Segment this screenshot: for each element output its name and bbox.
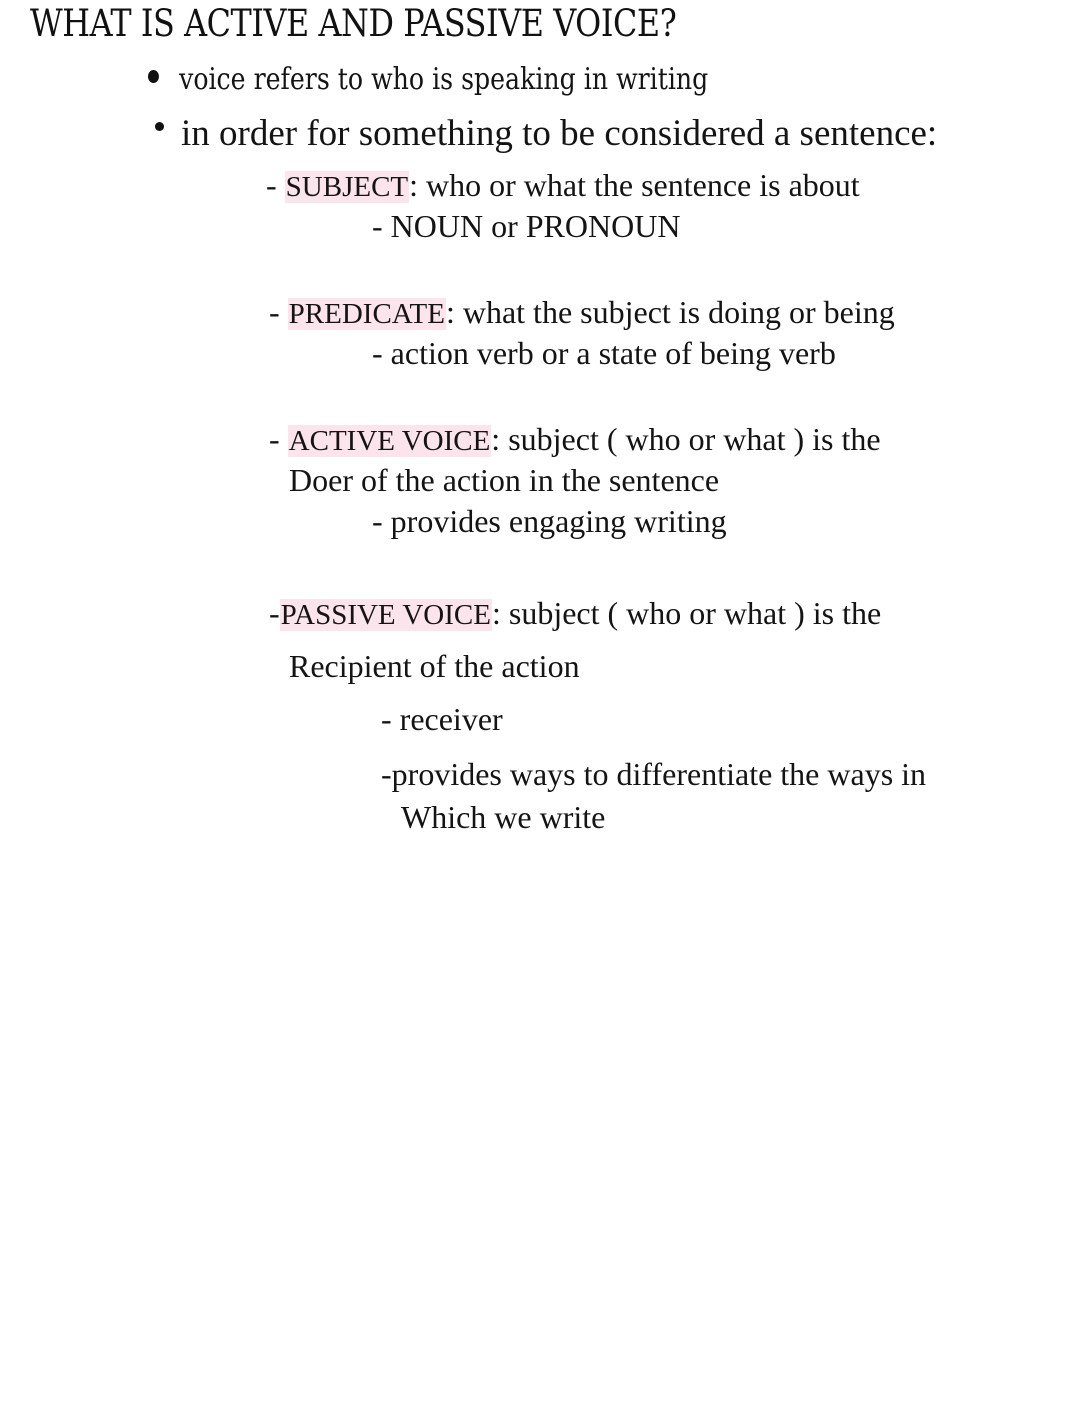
- active-voice-definition: : subject ( who or what ) is the: [491, 421, 881, 457]
- bullet-sentence-requirements: [155, 112, 937, 155]
- subject-definition-line: [266, 165, 860, 207]
- active-voice-definition-line: [269, 419, 881, 461]
- bullet-text: in order for something to be considered a sentence:: [181, 113, 938, 154]
- bullet-text: voice refers to who is speaking in writing: [179, 62, 709, 97]
- passive-voice-continuation: Recipient of the action: [289, 648, 580, 684]
- bullet-icon: [148, 70, 159, 83]
- dash-prefix: -: [269, 595, 280, 631]
- predicate-definition-line: [269, 292, 895, 334]
- active-voice-subpoint: - provides engaging writing: [372, 503, 727, 539]
- dash-prefix: -: [269, 294, 288, 330]
- bullet-icon: [155, 122, 164, 131]
- subject-term-highlight: SUBJECT: [285, 171, 409, 203]
- active-voice-term-highlight: ACTIVE VOICE: [288, 425, 491, 457]
- predicate-subpoint: - action verb or a state of being verb: [372, 335, 836, 371]
- page-title: WHAT IS ACTIVE AND PASSIVE VOICE?: [30, 2, 677, 45]
- passive-voice-term-highlight: PASSIVE VOICE: [280, 599, 491, 631]
- subject-definition: : who or what the sentence is about: [409, 167, 860, 203]
- predicate-term-highlight: PREDICATE: [288, 298, 445, 330]
- passive-voice-subpoint-receiver: - receiver: [381, 701, 503, 737]
- subject-subpoint: - NOUN or PRONOUN: [372, 208, 681, 244]
- predicate-definition: : what the subject is doing or being: [445, 294, 895, 330]
- passive-voice-subpoint-differentiate: -provides ways to differentiate the ways in: [381, 756, 927, 792]
- dash-prefix: -: [266, 167, 285, 203]
- passive-voice-definition: : subject ( who or what ) is the: [491, 595, 882, 631]
- passive-voice-subpoint-differentiate-continued: Which we write: [401, 799, 606, 835]
- active-voice-continuation: Doer of the action in the sentence: [289, 462, 720, 498]
- bullet-voice-definition: [148, 62, 708, 97]
- dash-prefix: -: [269, 421, 288, 457]
- passive-voice-definition-line: [269, 593, 881, 635]
